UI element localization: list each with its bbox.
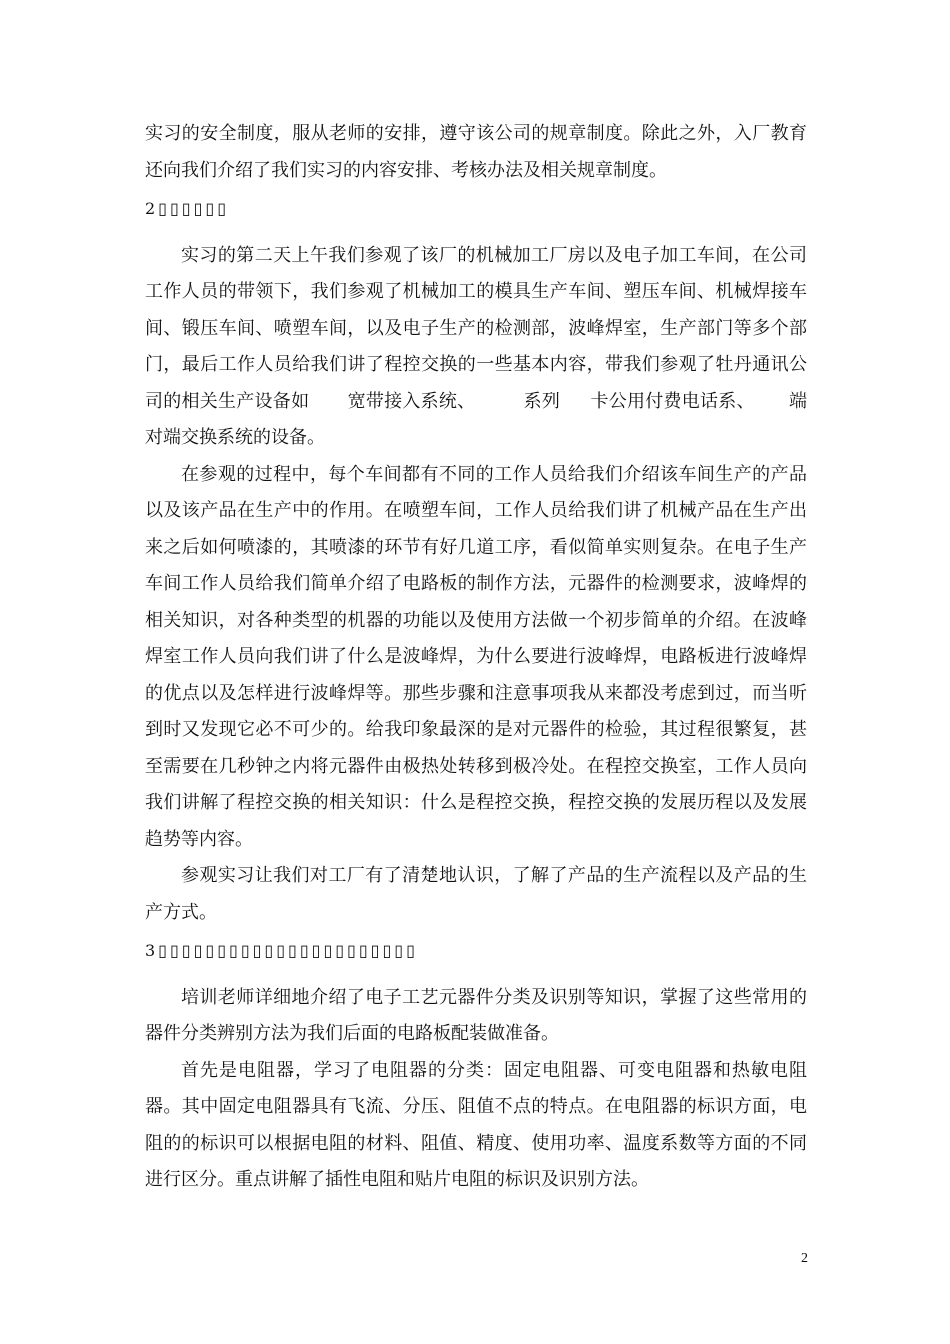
page-body	[145, 116, 807, 1199]
paragraph-factory-visit-text-c: 系列	[523, 390, 561, 412]
section-heading-3: 3▯▯▯▯▯▯▯▯▯▯▯▯▯▯▯▯▯▯▯▯▯▯	[145, 941, 418, 960]
page-number: 2	[801, 1251, 808, 1266]
paragraph-factory-visit	[145, 238, 807, 457]
paragraph-safety-rules: 实习的安全制度，服从老师的安排，遵守该公司的规章制度。除此之外，入厂教育还向我们介绍了我们实习的内容安排、考核办法及相关规章制度。	[145, 123, 807, 181]
paragraph-factory-visit-text-d: 卡公用付费电话系、	[590, 390, 755, 412]
paragraph-visit-summary: 参观实习让我们对工厂有了清楚地认识，了解了产品的生产流程以及产品的生产方式。	[145, 865, 807, 923]
section-heading-2: 2▯▯▯▯▯▯	[145, 199, 230, 218]
paragraph-factory-visit-text-b: 宽带接入系统、	[347, 390, 476, 412]
paragraph-component-training: 培训老师详细地介绍了电子工艺元器件分类及识别等知识，掌握了这些常用的器件分类辨别方法为我们后面的电路板配装做准备。	[145, 986, 807, 1044]
paragraph-resistors: 首先是电阻器，学习了电阻器的分类：固定电阻器、可变电阻器和热敏电阻器。其中固定电阻器具有飞流、分压、阻值不点的特点。在电阻器的标识方面，电阻的的标识可以根据电阻的材料、阻值、精度、使用功率、温度系数等方面的不同进行区分。重点讲解了插性电阻和贴片电阻的标识及识别方法。	[145, 1059, 807, 1190]
paragraph-workshop-details: 在参观的过程中，每个车间都有不同的工作人员给我们介绍该车间生产的产品以及该产品在生产中的作用。在喷塑车间，工作人员给我们讲了机械产品在生产出来之后如何喷漆的，其喷漆的环节有好几道工序，看似简单实则复杂。在电子生产车间工作人员给我们简单介绍了电路板的制作方法，元器件的检测要求，波峰焊的相关知识，对各种类型的机器的功能以及使用方法做一个初步简单的介绍。在波峰焊室工作人员向我们讲了什么是波峰焊，为什么要进行波峰焊，电路板进行波峰焊的优点以及怎样进行波峰焊等。那些步骤和注意事项我从来都没考虑到过，而当听到时又发现它必不可少的。给我印象最深的是对元器件的检验，其过程很繁复，甚至需要在几秒钟之内将元器件由极热处转移到极冷处。在程控交换室，工作人员向我们讲解了程控交换的相关知识：什么是程控交换，程控交换的发展历程以及发展趋势等内容。	[145, 463, 807, 850]
paragraph-factory-visit-text-e: 端对端交换系统的设备。	[145, 390, 808, 448]
paragraph-factory-visit-text-a: 实习的第二天上午我们参观了该厂的机械加工厂房以及电子加工车间，在公司工作人员的带领下，我们参观了机械加工的模具生产车间、塑压车间、机械焊接车间、锻压车间、喷塑车间，以及电子生产的检测部，波峰焊室，生产部门等多个部门，最后工作人员给我们讲了程控交换的一些基本内容，带我们参观了牡丹通讯公司的相关生产设备如	[145, 244, 807, 412]
